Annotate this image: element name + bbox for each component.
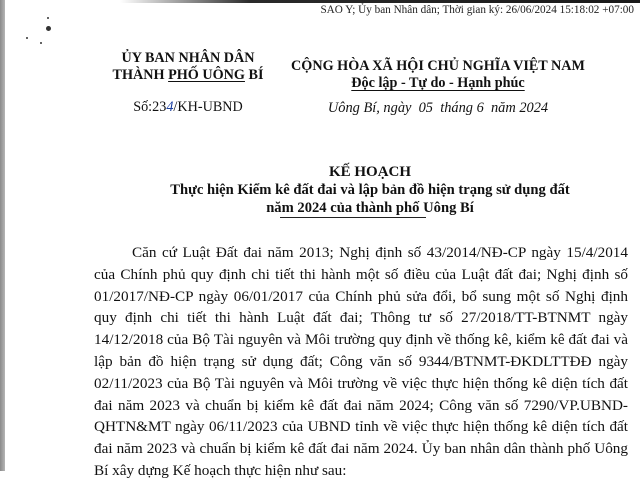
authority-line-2-underlined: PHỐ UÔNG bbox=[168, 67, 245, 83]
document-body bbox=[94, 242, 628, 482]
document-type: KẾ HOẠCH bbox=[328, 164, 412, 180]
title-underline-rule bbox=[280, 217, 426, 218]
document-title bbox=[100, 163, 640, 217]
scan-speck bbox=[40, 42, 42, 44]
legal-basis-paragraph: Căn cứ Luật Đất đai năm 2013; Nghị định số 43/2014/NĐ-CP ngày 15/4/2014 của Chính phủ quy định chi tiết thi hành một số điều của Luật đất đai; Nghị định số 01/2017/NĐ-CP ngày 06/01/2017 của Chính phủ sửa đổi, bổ sung một số Nghị định quy định chi tiết thi hành Luật đất đai; Thông tư số 27/2018/TT-BTNMT ngày 14/12/2018 của Bộ Tài nguyên và Môi trường quy định về thống kê, kiểm kê đất đai và lập bản đồ hiện trạng sử dụng đất; Công văn số 9344/BTNMT-ĐKDLTTĐĐ ngày 02/11/2023 của Bộ Tài nguyên và Môi trường về việc thực hiện thống kê diện tích đất đai năm 2023 và chuẩn bị kiểm kê đất đai năm 2024; Công văn số 7290/VP.UBND-QHTN&MT ngày 06/11/2023 của UBND tỉnh về việc thực hiện thống kê diện tích đất đai năm 2023 và chuẩn bị kiểm kê đất đai năm 2024. Ủy ban nhân dân thành phố Uông Bí xây dựng Kế hoạch thực hiện như sau: bbox=[94, 244, 628, 479]
scan-speck bbox=[46, 26, 51, 31]
issuing-authority bbox=[92, 50, 284, 84]
national-motto: Độc lập - Tự do - Hạnh phúc bbox=[351, 75, 525, 91]
national-header bbox=[283, 58, 593, 92]
authority-line-2 bbox=[92, 67, 284, 84]
scan-speck bbox=[47, 17, 49, 19]
authority-line-1: ỦY BAN NHÂN DÂN bbox=[121, 50, 255, 66]
scan-top-border bbox=[120, 0, 640, 3]
authority-line-2-prefix: THÀNH bbox=[112, 67, 169, 83]
document-number-handwritten-digit: 4 bbox=[166, 99, 174, 115]
title-line-2: năm 2024 của thành phố Uông Bí bbox=[266, 200, 474, 216]
place-and-date: Uông Bí, ngày 05 tháng 6 năm 2024 bbox=[327, 100, 549, 116]
document-number bbox=[92, 99, 284, 116]
title-line-1: Thực hiện Kiểm kê đất đai và lập bản đồ hiện trạng sử dụng đất bbox=[170, 182, 570, 198]
authority-line-2-suffix: BÍ bbox=[244, 67, 264, 83]
document-number-suffix: /KH-UBND bbox=[173, 99, 243, 115]
digital-signature-stamp: SAO Y; Ủy ban Nhân dân; Thời gian ký: 26/06/2024 15:18:02 +07:00 bbox=[320, 4, 634, 16]
scan-speck bbox=[26, 37, 28, 39]
scan-left-border bbox=[0, 0, 5, 471]
country-name: CỘNG HÒA XÃ HỘI CHỦ NGHĨA VIỆT NAM bbox=[291, 58, 585, 74]
document-number-prefix: Số:23 bbox=[133, 99, 167, 115]
